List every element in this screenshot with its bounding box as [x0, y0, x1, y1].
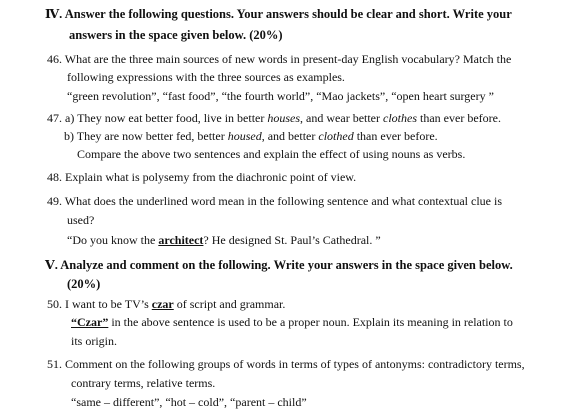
underlined-word-czar-quoted: “Czar”	[71, 315, 109, 329]
question-50-line-2	[71, 315, 513, 329]
question-50	[47, 297, 285, 311]
question-48	[47, 170, 356, 184]
question-47-b	[64, 129, 438, 143]
question-text: What does the underlined word mean in the following sentence and what contextual clue is	[64, 194, 502, 208]
section-4-heading-line-1: Ⅳ. Answer the following questions. Your answers should be clear and short. Write your	[45, 7, 512, 21]
sentence-a-italic-clothes: clothes	[383, 111, 418, 125]
question-47-compare: Compare the above two sentences and explain the effect of using nouns as verbs.	[77, 147, 466, 161]
quote-suffix: ? He designed St. Paul’s Cathedral. ”	[203, 233, 381, 247]
sentence-b-italic-clothed: clothed	[318, 129, 354, 143]
question-46-line-2: following expressions with the three sources as examples.	[67, 70, 345, 84]
question-text-prefix: I want to be TV’s	[65, 297, 152, 311]
sentence-b-suffix: than ever before.	[353, 129, 438, 143]
question-text: What are the three main sources of new words in present-day English vocabulary? Match the	[64, 52, 512, 66]
underlined-word-architect: architect	[158, 233, 204, 247]
question-50-line-3: its origin.	[71, 334, 118, 348]
question-number: 48.	[47, 170, 62, 184]
question-46-examples: “green revolution”, “fast food”, “the fourth world”, “Mao jackets”, “open heart surgery ”	[67, 89, 494, 103]
question-49	[47, 194, 502, 208]
question-text: Comment on the following groups of words in terms of types of antonyms: contradictory terms,	[65, 357, 525, 371]
sentence-a-prefix: a) They now eat better food, live in better	[65, 111, 268, 125]
question-49-line-2: used?	[67, 213, 95, 227]
sentence-a-italic-houses: houses	[267, 111, 301, 125]
question-text: Explain what is polysemy from the diachronic point of view.	[65, 170, 357, 184]
question-50-line-2-text: in the above sentence is used to be a proper noun. Explain its meaning in relation to	[108, 315, 513, 329]
question-number: 50.	[47, 297, 62, 311]
sentence-b-mid: , and better	[261, 129, 319, 143]
sentence-a-mid: , and wear better	[300, 111, 384, 125]
question-47-a	[47, 111, 501, 125]
quote-prefix: “Do you know the	[67, 233, 159, 247]
sentence-a-suffix: than ever before.	[417, 111, 501, 125]
question-number: 46.	[47, 52, 62, 66]
section-4-heading-line-2: answers in the space given below. (20%)	[69, 28, 283, 42]
question-number: 47.	[47, 111, 62, 125]
sentence-b-prefix: b) They are now better fed, better	[64, 129, 228, 143]
underlined-word-czar: czar	[151, 297, 174, 311]
section-5-heading-line-2: (20%)	[67, 277, 101, 291]
question-51	[47, 357, 525, 371]
question-46	[47, 52, 511, 66]
question-51-line-2: contrary terms, relative terms.	[71, 376, 216, 390]
question-51-examples: “same – different”, “hot – cold”, “parent – child”	[71, 395, 307, 409]
section-5-heading-line-1: Ⅴ. Analyze and comment on the following. Write your answers in the space given below.	[45, 258, 513, 272]
question-text-suffix: of script and grammar.	[173, 297, 286, 311]
question-49-quote	[67, 233, 381, 247]
question-number: 51.	[47, 357, 62, 371]
sentence-b-italic-housed: housed	[227, 129, 262, 143]
question-number: 49.	[47, 194, 62, 208]
